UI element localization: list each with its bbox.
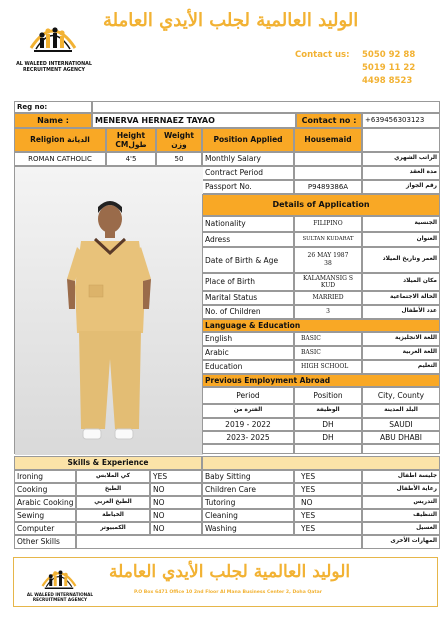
children-arabic: عدد الأطفال <box>362 305 440 319</box>
language-heading: Language & Education <box>202 319 440 332</box>
col-city: City, County <box>362 387 440 404</box>
col-city-arabic: البلد المدينة <box>362 404 440 418</box>
agency-title: الوليد العالمية لجلب الأيدي العاملة <box>103 10 359 31</box>
candidate-name: MENERVA HERNAEZ TAYAO <box>92 113 296 128</box>
height-label-text: Height <box>116 131 146 140</box>
name-label: Name : <box>14 113 92 128</box>
skill-sewing-label: Sewing <box>14 509 76 522</box>
logo-text: AL WALEED INTERNATIONAL RECRUITMENT AGENCY <box>16 62 92 73</box>
skill-computer-label: Computer <box>14 522 76 535</box>
contract-period-arabic: مدة العقد <box>362 166 440 180</box>
contact-label: Contact us: <box>295 50 350 60</box>
header <box>0 0 447 100</box>
contract-period-label: Contract Period <box>202 166 294 180</box>
skill-babysitting-arabic: جليسة اطفال <box>362 470 440 483</box>
employment-row-1-position: DH <box>294 418 362 431</box>
skill-cooking-arabic: الطبخ <box>76 483 150 496</box>
nationality-label: Nationality <box>202 216 294 232</box>
skill-ironing-label: Ironing <box>14 470 76 483</box>
employment-row-3-position <box>294 444 362 454</box>
dob-arabic: العمر وتاريخ الميلاد <box>362 247 440 273</box>
skill-cooking-label: Cooking <box>14 483 76 496</box>
dob-value: 26 MAY 1987 38 <box>294 247 362 273</box>
marital-label: Marital Status <box>202 291 294 305</box>
religion-value: ROMAN CATHOLIC <box>14 152 106 166</box>
employment-row-1-city: SAUDI <box>362 418 440 431</box>
skill-computer-arabic: الكمبيوتر <box>76 522 150 535</box>
skill-cleaning-arabic: التنظيف <box>362 509 440 522</box>
position-spacer <box>362 128 440 152</box>
skill-arabic-cooking-arabic: الطبخ العربي <box>76 496 150 509</box>
birthplace-arabic: مكان الميلاد <box>362 273 440 291</box>
employment-row-3-period <box>202 444 294 454</box>
skill-ironing-value: YES <box>150 470 202 483</box>
contract-period-value <box>294 166 362 180</box>
contact-no-label: Contact no : <box>296 113 362 128</box>
education-label: Education <box>202 360 294 374</box>
position-label: Position Applied <box>202 128 294 152</box>
footer-logo-icon <box>40 562 78 592</box>
person-photo-icon <box>15 167 203 455</box>
logo-icon <box>28 16 78 56</box>
footer-address: P.O Box 6471 Office 10 2nd Floor Al Mana Business Center 2, Doha Qatar <box>134 590 322 595</box>
contact-no-value: +639456303123 <box>362 113 440 128</box>
skill-childcare-label: Children Care <box>202 483 294 496</box>
skill-tutoring-value: NO <box>294 496 362 509</box>
skill-childcare-arabic: رعاية الأطفال <box>362 483 440 496</box>
skill-childcare-value: YES <box>294 483 362 496</box>
employment-row-1-period: 2019 - 2022 <box>202 418 294 431</box>
monthly-salary-arabic: الراتب الشهري <box>362 152 440 166</box>
english-arabic: اللغة الانجليزية <box>362 332 440 346</box>
details-heading: Details of Application <box>202 194 440 216</box>
skill-sewing-value: NO <box>150 509 202 522</box>
english-value: BASIC <box>294 332 362 346</box>
other-skills-label: Other Skills <box>14 535 76 549</box>
position-value: Housemaid <box>294 128 362 152</box>
marital-value: MARRIED <box>294 291 362 305</box>
height-value: 4'5 <box>106 152 156 166</box>
address-label: Adress <box>202 232 294 247</box>
skill-babysitting-label: Baby Sitting <box>202 470 294 483</box>
address-value: SULTAN KUDARAT <box>294 232 362 247</box>
religion-label: Religion الديانة <box>14 128 106 152</box>
footer <box>13 557 438 607</box>
arabic-lang-value: BASIC <box>294 346 362 360</box>
weight-label-sub: وزن <box>171 139 187 149</box>
skills-heading-filler <box>202 456 440 470</box>
dob-label: Date of Birth & Age <box>202 247 294 273</box>
education-arabic: التعليم <box>362 360 440 374</box>
skill-cleaning-value: YES <box>294 509 362 522</box>
passport-arabic: رقم الجواز <box>362 180 440 194</box>
english-label: English <box>202 332 294 346</box>
reg-label: Reg no: <box>14 101 92 113</box>
passport-value: P9489386A <box>294 180 362 194</box>
employment-row-2-city: ABU DHABI <box>362 431 440 444</box>
nationality-arabic: الجنسية <box>362 216 440 232</box>
arabic-lang-label: Arabic <box>202 346 294 360</box>
col-position-arabic: الوظيفة <box>294 404 362 418</box>
employment-row-2-position: DH <box>294 431 362 444</box>
skill-washing-label: Washing <box>202 522 294 535</box>
birthplace-value: KALAMANSIG S KUD <box>294 273 362 291</box>
address-arabic: العنوان <box>362 232 440 247</box>
skill-tutoring-arabic: التدريس <box>362 496 440 509</box>
weight-label <box>156 128 202 152</box>
education-value: HIGH SCHOOL <box>294 360 362 374</box>
skill-washing-value: YES <box>294 522 362 535</box>
skill-cooking-value: NO <box>150 483 202 496</box>
skill-arabic-cooking-value: NO <box>150 496 202 509</box>
skill-sewing-arabic: الخياطة <box>76 509 150 522</box>
footer-logo-text: AL WALEED INTERNATIONAL RECRUITMENT AGENCY <box>26 592 94 602</box>
weight-value: 50 <box>156 152 202 166</box>
skill-tutoring-label: Tutoring <box>202 496 294 509</box>
skills-heading: Skills & Experience <box>14 456 202 470</box>
monthly-salary-label: Monthly Salary <box>202 152 294 166</box>
height-label-sub: CMطول <box>115 139 147 149</box>
reg-value <box>92 101 440 113</box>
other-skills-arabic: المهارات الأخرى <box>362 535 440 549</box>
passport-label: Passport No. <box>202 180 294 194</box>
weight-label-text: Weight <box>164 131 194 140</box>
phone-3[interactable]: 4498 8523 <box>362 76 413 86</box>
employment-row-3-city <box>362 444 440 454</box>
employment-row-2-period: 2023- 2025 <box>202 431 294 444</box>
footer-title: الوليد العالمية لجلب الأيدي العاملة <box>109 562 351 582</box>
skill-cleaning-label: Cleaning <box>202 509 294 522</box>
employment-heading: Previous Employment Abroad <box>202 374 440 387</box>
phone-1[interactable]: 5050 92 88 <box>362 50 416 60</box>
marital-arabic: الحالة الاجتماعية <box>362 291 440 305</box>
skill-washing-arabic: الغسيل <box>362 522 440 535</box>
col-period: Period <box>202 387 294 404</box>
height-label <box>106 128 156 152</box>
col-period-arabic: الفترة من <box>202 404 294 418</box>
other-skills-value <box>76 535 362 549</box>
nationality-value: FILIPINO <box>294 216 362 232</box>
skill-computer-value: NO <box>150 522 202 535</box>
phone-2[interactable]: 5019 11 22 <box>362 63 416 73</box>
monthly-salary-value <box>294 152 362 166</box>
children-label: No. of Children <box>202 305 294 319</box>
birthplace-label: Place of Birth <box>202 273 294 291</box>
skill-ironing-arabic: كي الملابس <box>76 470 150 483</box>
col-position: Position <box>294 387 362 404</box>
skill-babysitting-value: YES <box>294 470 362 483</box>
skill-arabic-cooking-label: Arabic Cooking <box>14 496 76 509</box>
arabic-lang-arabic: اللغة العربية <box>362 346 440 360</box>
candidate-photo <box>14 166 202 454</box>
children-value: 3 <box>294 305 362 319</box>
